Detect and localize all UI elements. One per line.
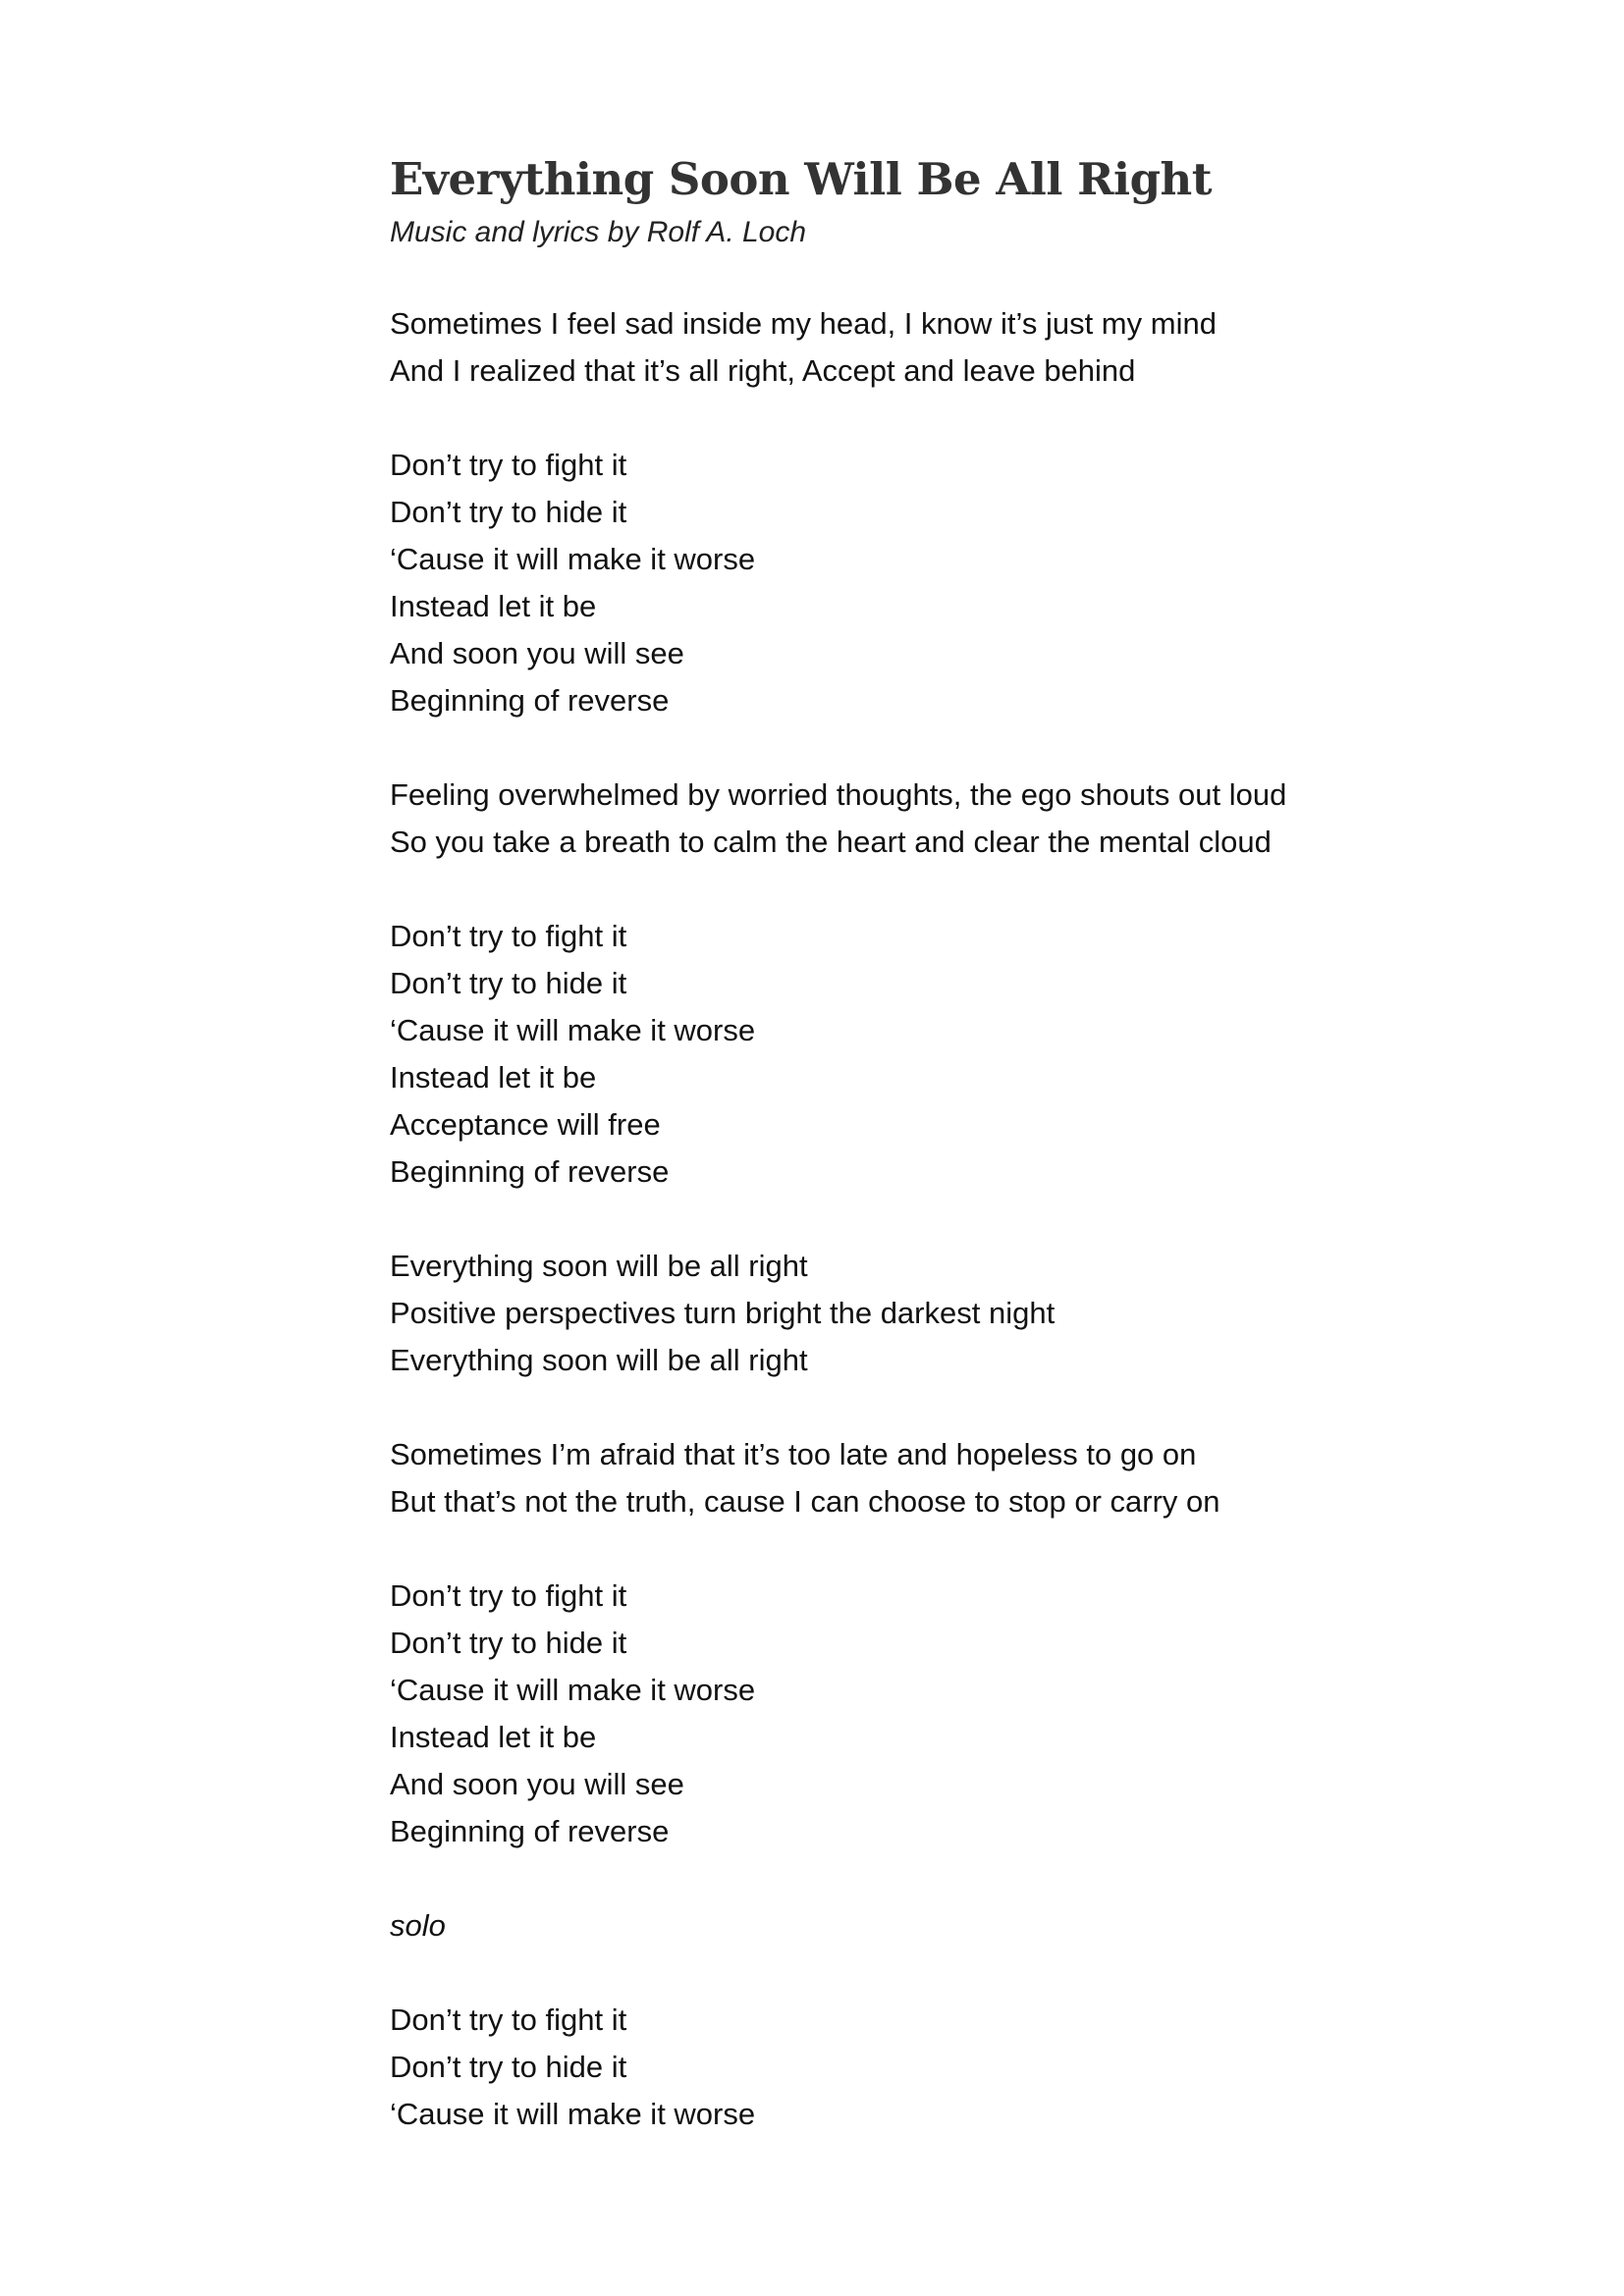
lyric-line: Don’t try to fight it — [390, 919, 627, 953]
lyric-line: Everything soon will be all right — [390, 1249, 808, 1283]
lyric-line: Sometimes I’m afraid that it’s too late and hopeless to go on — [390, 1437, 1197, 1471]
lyric-line: And soon you will see — [390, 636, 684, 670]
lyrics-content — [390, 147, 1519, 2185]
lyric-line: Beginning of reverse — [390, 1154, 670, 1189]
stanza — [390, 913, 1519, 1196]
stanza — [390, 1573, 1519, 1855]
section-marker: solo — [390, 1908, 446, 1943]
lyric-line: Instead let it be — [390, 1720, 597, 1754]
lyric-line: ‘Cause it will make it worse — [390, 2097, 756, 2131]
lyric-line: Don’t try to fight it — [390, 1578, 627, 1613]
lyric-line: ‘Cause it will make it worse — [390, 1013, 756, 1047]
stanza — [390, 1431, 1519, 1525]
stanza — [390, 1997, 1519, 2138]
lyric-line: And I realized that it’s all right, Accept and leave behind — [390, 353, 1136, 388]
lyric-line: Don’t try to hide it — [390, 1626, 627, 1660]
lyric-line: Instead let it be — [390, 1060, 597, 1095]
lyric-line: Don’t try to fight it — [390, 2002, 627, 2037]
lyric-line: So you take a breath to calm the heart and clear the mental cloud — [390, 825, 1272, 859]
lyric-line: Don’t try to hide it — [390, 2050, 627, 2084]
lyric-line: Beginning of reverse — [390, 683, 670, 718]
lyric-line: ‘Cause it will make it worse — [390, 1673, 756, 1707]
lyric-line: Sometimes I feel sad inside my head, I know it’s just my mind — [390, 306, 1217, 341]
lyric-line: Feeling overwhelmed by worried thoughts, the ego shouts out loud — [390, 777, 1287, 812]
lyric-line: Beginning of reverse — [390, 1814, 670, 1848]
lyric-line: ‘Cause it will make it worse — [390, 542, 756, 576]
lyric-line: Don’t try to hide it — [390, 966, 627, 1000]
lyric-line: And soon you will see — [390, 1767, 684, 1801]
lyric-line: Acceptance will free — [390, 1107, 661, 1142]
lyric-line: Positive perspectives turn bright the darkest night — [390, 1296, 1056, 1330]
lyric-line: But that’s not the truth, cause I can choose to stop or carry on — [390, 1484, 1220, 1519]
lyric-line: Everything soon will be all right — [390, 1343, 808, 1377]
stanza — [390, 300, 1519, 395]
song-title: Everything Soon Will Be All Right — [390, 153, 1213, 205]
lyric-line: Instead let it be — [390, 589, 597, 623]
song-credits: Music and lyrics by Rolf A. Loch — [390, 216, 807, 248]
stanza — [390, 1243, 1519, 1384]
lyrics-body — [390, 300, 1519, 2138]
stanza — [390, 1902, 1519, 1949]
stanza — [390, 442, 1519, 724]
stanza — [390, 772, 1519, 866]
lyric-line: Don’t try to hide it — [390, 495, 627, 529]
lyric-line: Don’t try to fight it — [390, 448, 627, 482]
